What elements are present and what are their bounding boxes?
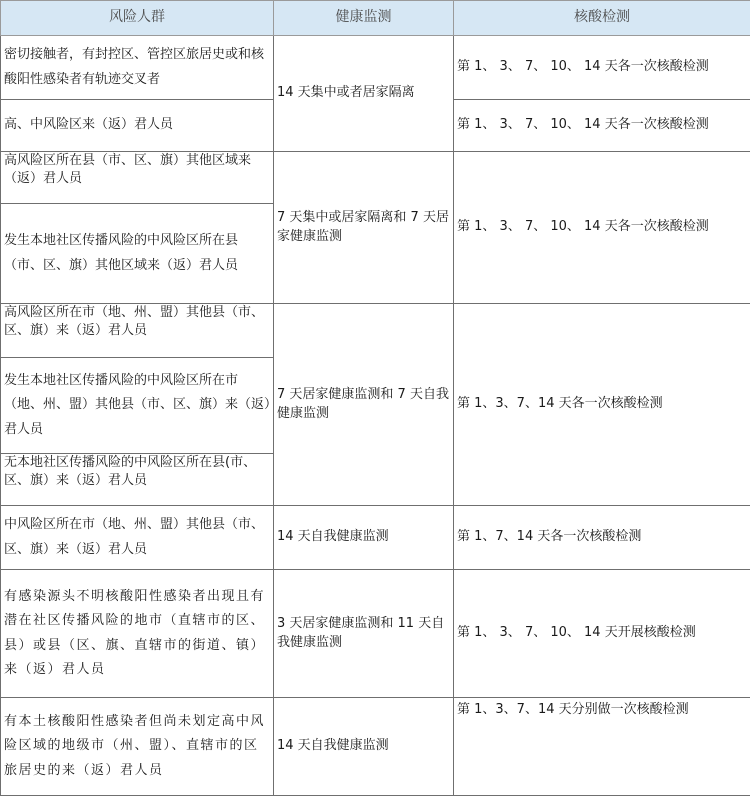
table-row <box>1 36 750 100</box>
risk-group-cell: 高风险区所在县（市、区、旗）其他区域来（返）君人员 <box>1 152 274 204</box>
health-monitoring-cell: 14 天集中或者居家隔离 <box>274 36 454 152</box>
header-risk-group: 风险人群 <box>1 1 274 36</box>
header-health-monitoring: 健康监测 <box>274 1 454 36</box>
risk-group-cell: 高风险区所在市（地、州、盟）其他县（市、区、旗）来（返）君人员 <box>1 304 274 358</box>
risk-group-cell: 发生本地社区传播风险的中风险区所在市（地、州、盟）其他县（市、区、旗）来（返）君人员 <box>1 358 274 454</box>
health-monitoring-cell: 14 天自我健康监测 <box>274 506 454 570</box>
nucleic-test-cell: 第 1、7、14 天各一次核酸检测 <box>454 506 750 570</box>
nucleic-test-cell: 第 1、3、7、14 天各一次核酸检测 <box>454 304 750 506</box>
table-row <box>1 698 750 796</box>
health-monitoring-cell: 7 天居家健康监测和 7 天自我健康监测 <box>274 304 454 506</box>
risk-group-cell: 高、中风险区来（返）君人员 <box>1 100 274 152</box>
nucleic-test-cell: 第 1、 3、 7、 10、 14 天各一次核酸检测 <box>454 36 750 100</box>
nucleic-test-cell: 第 1、 3、 7、 10、 14 天各一次核酸检测 <box>454 100 750 152</box>
risk-group-cell: 中风险区所在市（地、州、盟）其他县（市、区、旗）来（返）君人员 <box>1 506 274 570</box>
header-nucleic-test: 核酸检测 <box>454 1 750 36</box>
health-monitoring-cell: 3 天居家健康监测和 11 天自我健康监测 <box>274 570 454 698</box>
risk-group-cell: 无本地社区传播风险的中风险区所在县(市、区、旗）来（返）君人员 <box>1 454 274 506</box>
nucleic-test-cell: 第 1、3、7、14 天分别做一次核酸检测 <box>454 698 750 796</box>
risk-group-cell: 有本土核酸阳性感染者但尚未划定高中风险区域的地级市（州、盟）、直辖市的区旅居史的来（返）君人员 <box>1 698 274 796</box>
health-monitoring-cell: 14 天自我健康监测 <box>274 698 454 796</box>
table-row <box>1 570 750 698</box>
risk-group-cell: 发生本地社区传播风险的中风险区所在县（市、区、旗）其他区域来（返）君人员 <box>1 204 274 304</box>
nucleic-test-cell: 第 1、 3、 7、 10、 14 天开展核酸检测 <box>454 570 750 698</box>
table-row <box>1 506 750 570</box>
table-row <box>1 152 750 204</box>
table-row <box>1 304 750 358</box>
risk-group-cell: 密切接触者，有封控区、管控区旅居史或和核酸阳性感染者有轨迹交叉者 <box>1 36 274 100</box>
risk-group-cell: 有感染源头不明核酸阳性感染者出现且有潜在社区传播风险的地市（直辖市的区、县）或县（区、旗、直辖市的街道、镇）来（返）君人员 <box>1 570 274 698</box>
table-header-row <box>1 1 750 36</box>
health-monitoring-cell: 7 天集中或居家隔离和 7 天居家健康监测 <box>274 152 454 304</box>
nucleic-test-cell: 第 1、 3、 7、 10、 14 天各一次核酸检测 <box>454 152 750 304</box>
